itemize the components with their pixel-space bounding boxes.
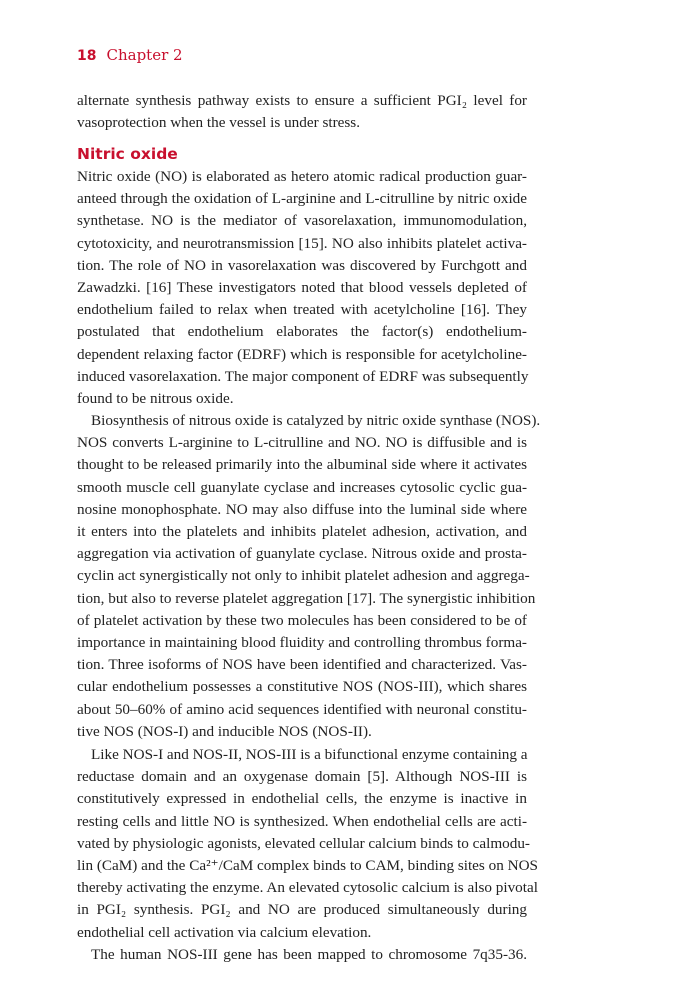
paragraph-1 bbox=[77, 166, 527, 410]
text-line: induced vasorelaxation. The major component of EDRF was subsequently bbox=[77, 367, 529, 385]
intro-paragraph bbox=[77, 90, 527, 134]
text-line: tive NOS (NOS-I) and inducible NOS (NOS-II). bbox=[77, 722, 372, 740]
text-line: reductase domain and an oxygenase domain [5]. Although NOS-III is bbox=[77, 768, 527, 786]
text-line: endothelial cell activation via calcium elevation. bbox=[77, 923, 372, 941]
text-line: tion. Three isoforms of NOS have been identified and characterized. Vas- bbox=[77, 656, 527, 674]
text-line: nosine monophosphate. NO may also diffuse into the luminal side where bbox=[77, 500, 527, 518]
text-line: smooth muscle cell guanylate cyclase and increases cytosolic cyclic gua- bbox=[77, 478, 527, 496]
text-line: constitutively expressed in endothelial cells, the enzyme is inactive in bbox=[77, 790, 527, 808]
text-line: endothelium failed to relax when treated with acetylcholine [16]. They bbox=[77, 301, 527, 319]
text-line: Like NOS-I and NOS-II, NOS-III is a bifunctional enzyme containing a bbox=[91, 746, 528, 763]
text-line: it enters into the platelets and inhibits platelet adhesion, activation, and bbox=[77, 523, 527, 541]
text-line: anteed through the oxidation of L-arginine and L-citrulline by nitric oxide bbox=[77, 190, 527, 208]
text-line: about 50–60% of amino acid sequences identified with neuronal constitu- bbox=[77, 700, 527, 718]
paragraph-4 bbox=[77, 944, 527, 966]
text-line: Zawadzki. [16] These investigators noted that blood vessels depleted of bbox=[77, 279, 527, 297]
text-line: thought to be released primarily into the albuminal side where it activates bbox=[77, 456, 527, 474]
text-line: of platelet activation by these two molecules has been considered to be of bbox=[77, 611, 527, 629]
text-line: resting cells and little NO is synthesized. When endothelial cells are acti- bbox=[77, 812, 527, 830]
text-line: vasoprotection when the vessel is under stress. bbox=[77, 114, 361, 132]
text-line: synthetase. NO is the mediator of vasorelaxation, immunomodulation, bbox=[77, 212, 527, 230]
section-heading: Nitric oxide bbox=[77, 145, 178, 163]
text-line: in PGI₂ synthesis. PGI₂ and NO are produced simultaneously during bbox=[77, 901, 527, 919]
paragraph-2 bbox=[77, 410, 541, 743]
running-header bbox=[77, 46, 183, 64]
text-line: dependent relaxing factor (EDRF) which is responsible for acetylcholine- bbox=[77, 345, 527, 363]
text-line: lin (CaM) and the Ca²⁺/CaM complex binds to CAM, binding sites on NOS bbox=[77, 857, 539, 875]
text-line: Nitric oxide (NO) is elaborated as hetero atomic radical production guar- bbox=[77, 168, 527, 185]
text-line: NOS converts L-arginine to L-citrulline and NO. NO is diffusible and is bbox=[77, 434, 527, 452]
text-line: alternate synthesis pathway exists to ensure a sufficient PGI₂ level for bbox=[77, 92, 527, 109]
text-line: Biosynthesis of nitrous oxide is catalyzed by nitric oxide synthase (NOS). bbox=[91, 412, 541, 429]
chapter-label: Chapter 2 bbox=[106, 46, 183, 64]
text-line: cytotoxicity, and neurotransmission [15]. NO also inhibits platelet activa- bbox=[77, 234, 527, 252]
text-line: thereby activating the enzyme. An elevated cytosolic calcium is also pivotal bbox=[77, 879, 538, 897]
text-line: cyclin act synergistically not only to inhibit platelet adhesion and aggrega- bbox=[77, 567, 530, 585]
text-line: tion, but also to reverse platelet aggregation [17]. The synergistic inhibition bbox=[77, 589, 536, 607]
paragraph-3 bbox=[77, 744, 539, 944]
text-line: cular endothelium possesses a constitutive NOS (NOS-III), which shares bbox=[77, 678, 527, 696]
text-line: The human NOS-III gene has been mapped to chromosome 7q35-36. bbox=[91, 946, 527, 963]
text-line: postulated that endothelium elaborates the factor(s) endothelium- bbox=[77, 323, 527, 341]
text-line: vated by physiologic agonists, elevated cellular calcium binds to calmodu- bbox=[77, 834, 530, 852]
text-line: aggregation via activation of guanylate cyclase. Nitrous oxide and prosta- bbox=[77, 545, 527, 563]
text-line: importance in maintaining blood fluidity and controlling thrombus forma- bbox=[77, 634, 527, 652]
text-line: found to be nitrous oxide. bbox=[77, 390, 234, 408]
text-line: tion. The role of NO in vasorelaxation was discovered by Furchgott and bbox=[77, 256, 527, 274]
page-number: 18 bbox=[77, 48, 97, 64]
